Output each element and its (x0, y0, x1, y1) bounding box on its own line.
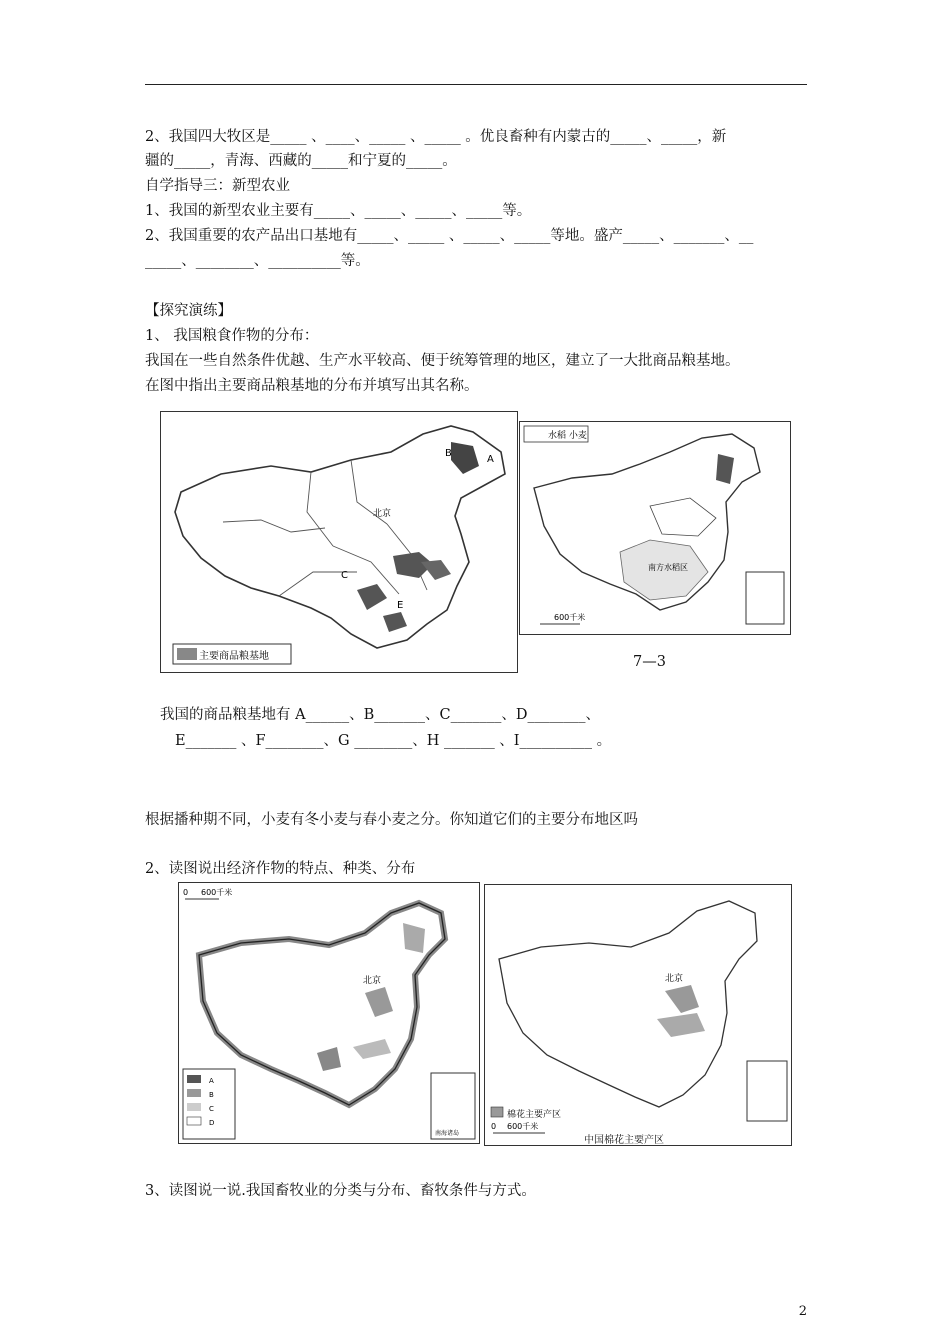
text-line-export-bases: 2、我国重要的农产品出口基地有_____、_____ 、_____、_____等地。盛产_____、_______、__ (145, 228, 754, 244)
legend-b: B (209, 1091, 214, 1099)
legend-d: D (209, 1119, 215, 1127)
legend-grain-bases: 主要商品粮基地 (199, 651, 269, 662)
map-label-beijing: 北京 (363, 976, 382, 986)
map-grain-bases (160, 411, 518, 673)
scale-zero: 0 (491, 1122, 497, 1131)
legend-c: C (209, 1105, 214, 1113)
question-wheat-types: 根据播种期不同，小麦有冬小麦与春小麦之分。你知道它们的主要分布地区吗 (145, 812, 638, 828)
question-grain-distribution: 1、 我国粮食作物的分布： (145, 328, 319, 344)
text-line-new-agriculture: 1、我国的新型农业主要有_____、_____、_____、_____等。 (145, 203, 532, 219)
question-economic-crops: 2、读图说出经济作物的特点、种类、分布 (145, 861, 416, 877)
map-label-beijing: 北京 (373, 509, 392, 519)
inset-south-china-sea: 南海诸岛 (435, 1130, 460, 1137)
map-label-e: E (397, 600, 404, 611)
scale-zero: 0 (183, 888, 189, 897)
section-heading-exercise: 【探究演练】 (145, 303, 232, 319)
map-label-south-rice: 南方水稻区 (648, 563, 688, 572)
text-line-grain-bases: 我国在一些自然条件优越、生产水平较高、便于统筹管理的地区，建立了一大批商品粮基地。 (145, 353, 740, 369)
map-label-beijing: 北京 (665, 974, 684, 984)
text-line-export-products: _____、________、__________等。 (145, 253, 370, 269)
scale-600km: 600千米 (507, 1122, 539, 1131)
text-line-herding-breeds: 疆的_____，青海、西藏的_____和宁夏的_____。 (145, 153, 457, 169)
legend-a: A (209, 1077, 214, 1085)
question-livestock: 3、读图说一说.我国畜牧业的分类与分布、畜牧条件与方式。 (145, 1183, 536, 1199)
map-rice-wheat (519, 421, 791, 635)
map-economic-crops (178, 882, 480, 1144)
page-number: 2 (798, 1304, 807, 1319)
text-line-grain-blanks-1: 我国的商品粮基地有 A______、B_______、C_______、D________、 (160, 707, 600, 723)
figure-caption-cotton: 中国棉花主要产区 (584, 1135, 664, 1146)
map-label-a: A (487, 454, 494, 465)
section-heading-new-agriculture: 自学指导三：新型农业 (145, 178, 290, 194)
text-line-grain-instruction: 在图中指出主要商品粮基地的分布并填写出其名称。 (145, 378, 479, 394)
text-line-herding-areas: 2、我国四大牧区是_____ 、____、_____ 、_____ 。优良畜种有内蒙古的_____、_____，新 (145, 129, 727, 145)
map-scale: 600千米 (554, 613, 586, 622)
legend-rice-wheat: 水稻 小麦 (548, 431, 587, 441)
map-label-c: C (341, 570, 348, 581)
map-label-b: B (445, 448, 452, 459)
scale-600km: 600千米 (201, 888, 233, 897)
legend-cotton: 棉花主要产区 (507, 1110, 562, 1120)
china-outline-map (161, 412, 517, 672)
map-cotton-areas (484, 884, 792, 1146)
text-line-grain-blanks-2: E_______ 、F________、G ________、H _______ 、I__________ 。 (175, 733, 612, 749)
header-rule (145, 84, 807, 85)
figure-caption-7-3: 7—3 (633, 654, 666, 670)
